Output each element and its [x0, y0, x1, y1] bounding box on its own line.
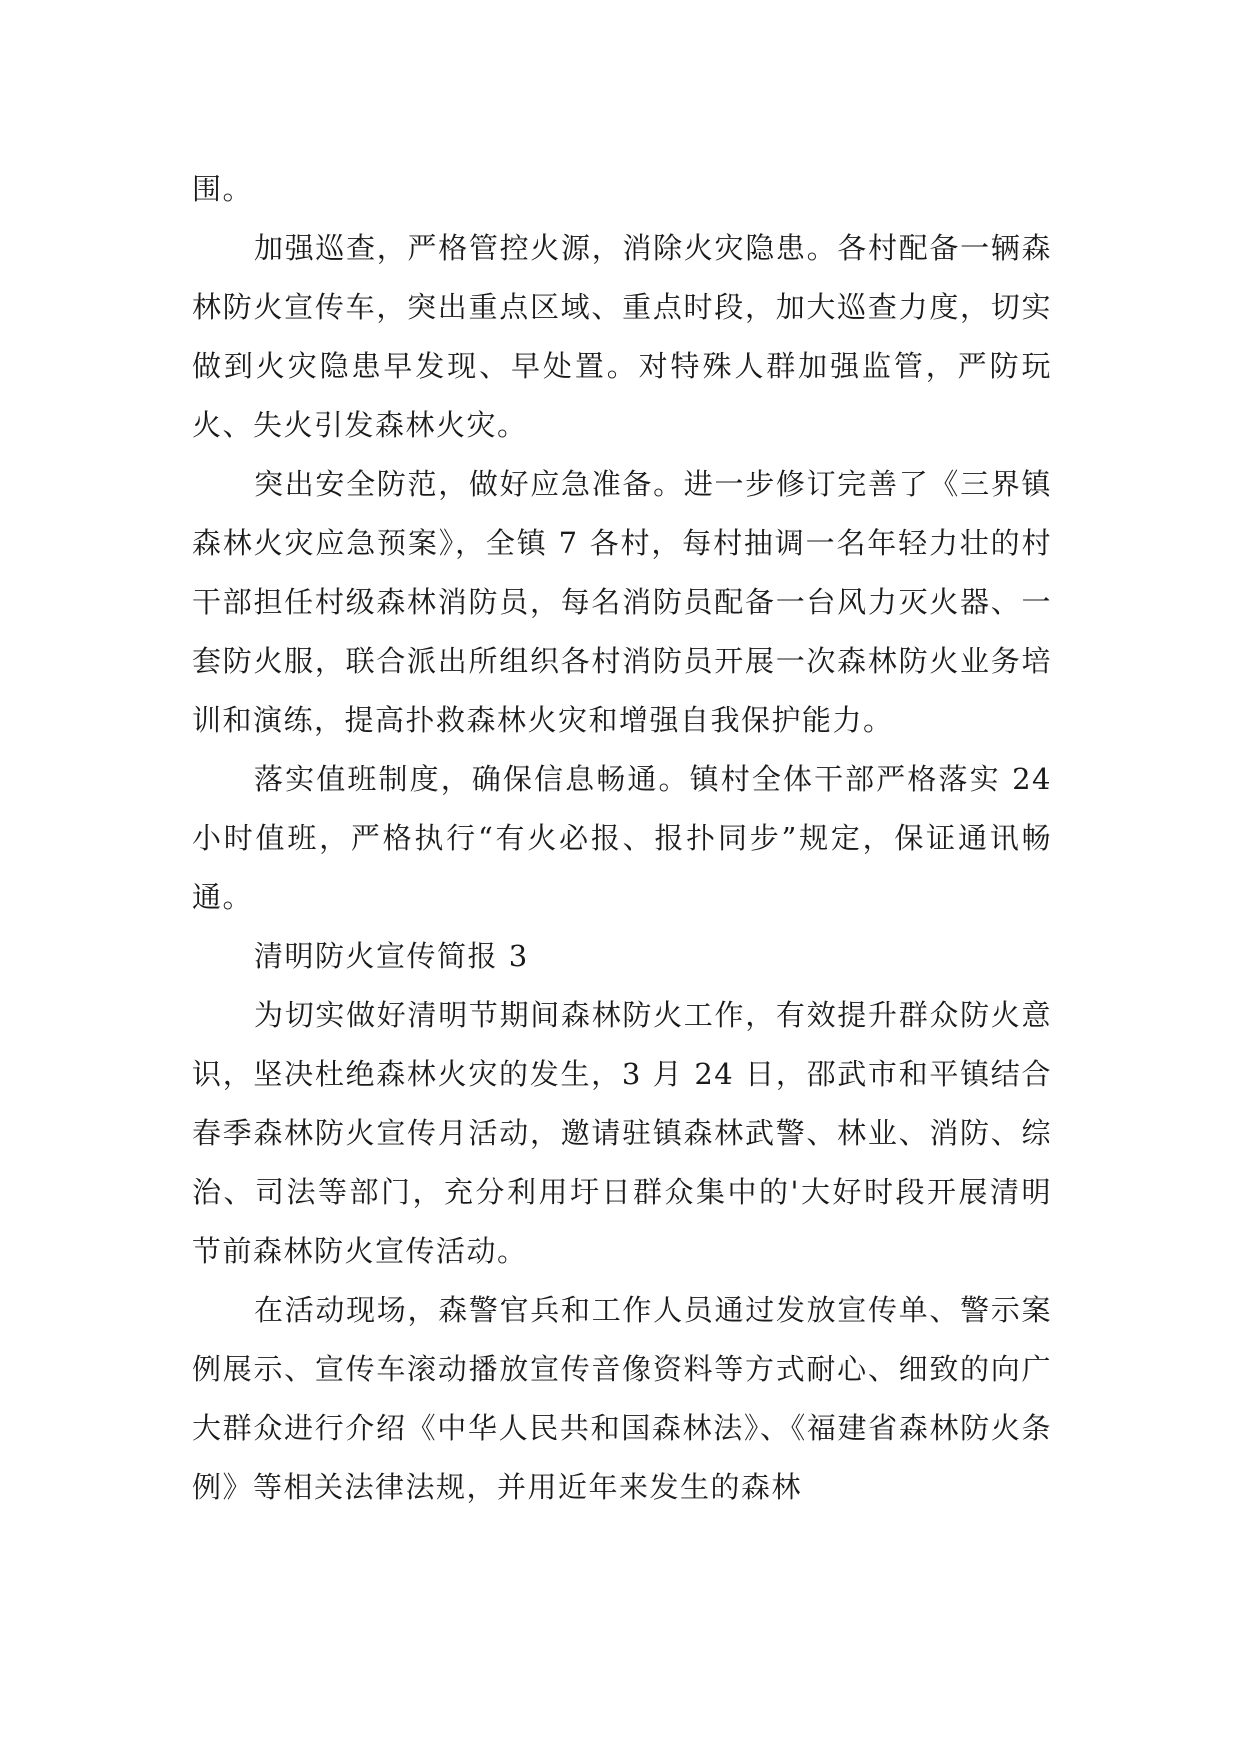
paragraph-duty: 落实值班制度，确保信息畅通。镇村全体干部严格落实 24 小时值班，严格执行“有火必报、报扑同步”规定，保证通讯畅通。 — [192, 762, 1052, 914]
paragraph-safety: 突出安全防范，做好应急准备。进一步修订完善了《三界镇森林火灾应急预案》，全镇 7 各村，每村抽调一名年轻力壮的村干部担任村级森林消防员，每名消防员配备一台风力灭火器、一套防火服，联合派出所组织各村消防员开展一次森林防火业务培训和演练，提高扑救森林火灾和增强自我保护能力。 — [192, 467, 1052, 737]
paragraph-patrol: 加强巡查，严格管控火源，消除火灾隐患。各村配备一辆森林防火宣传车，突出重点区域、重点时段，加大巡查力度，切实做到火灾隐患早发现、早处置。对特殊人群加强监管，严防玩火、失火引发森林火灾。 — [192, 231, 1052, 442]
paragraph-intro: 为切实做好清明节期间森林防火工作，有效提升群众防火意识，坚决杜绝森林火灾的发生，3 月 24 日，邵武市和平镇结合春季森林防火宣传月活动，邀请驻镇森林武警、林业、消防、综治、司法等部门，充分利用圩日群众集中的'大好时段开展清明节前森林防火宣传活动。 — [192, 998, 1052, 1268]
document-body — [192, 160, 1052, 1517]
paragraph-continuation: 围。 — [192, 172, 254, 206]
section-heading: 清明防火宣传简报 3 — [254, 939, 529, 973]
paragraph-activity: 在活动现场，森警官兵和工作人员通过发放宣传单、警示案例展示、宣传车滚动播放宣传音像资料等方式耐心、细致的向广大群众进行介绍《中华人民共和国森林法》、《福建省森林防火条例》等相关法律法规，并用近年来发生的森林 — [192, 1293, 1052, 1504]
